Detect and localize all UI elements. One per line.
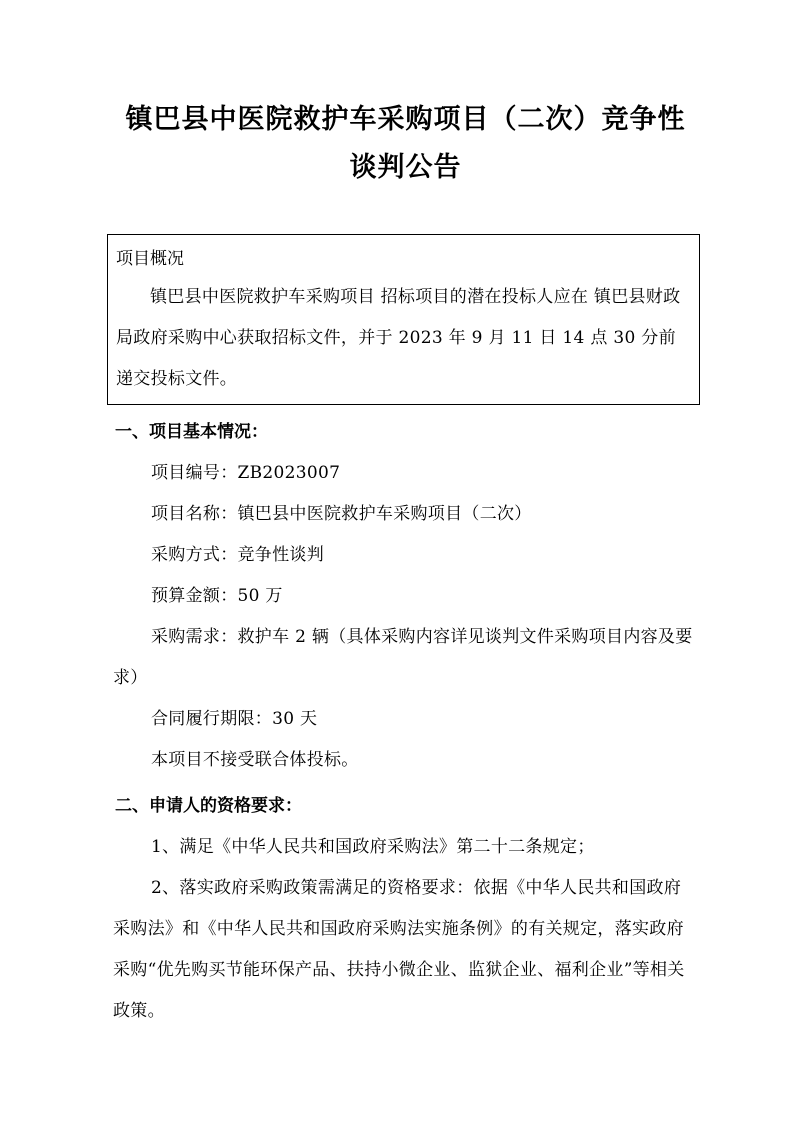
project-number: 项目编号：ZB2023007 bbox=[151, 463, 341, 483]
overview-heading: 项目概况 bbox=[116, 249, 184, 269]
procurement-method: 采购方式：竞争性谈判 bbox=[151, 545, 324, 565]
qualification-2: 2、落实政府采购政策需满足的资格要求：依据《中华人民共和国政府采购法》和《中华人民共和国政府采购法实施条例》的有关规定，落实政府采购“优先购买节能环保产品、扶持小微企业、监狱企业、福利企业”等相关政策。 bbox=[113, 878, 685, 1021]
title-line-1: 镇巴县中医院救护车采购项目（二次）竞争性 bbox=[125, 104, 686, 135]
project-name: 项目名称：镇巴县中医院救护车采购项目（二次） bbox=[151, 504, 532, 524]
qualification-1: 1、满足《中华人民共和国政府采购法》第二十二条规定； bbox=[151, 837, 595, 857]
section-2-heading: 二、申请人的资格要求： bbox=[115, 796, 302, 816]
budget-amount: 预算金额：50 万 bbox=[151, 586, 283, 606]
consortium-note: 本项目不接受联合体投标。 bbox=[151, 750, 359, 770]
overview-body: 镇巴县中医院救护车采购项目 招标项目的潜在投标人应在 镇巴县财政局政府采购中心获取招标文件，并于 2023 年 9 月 11 日 14 点 30 分前递交投标文件。 bbox=[116, 287, 681, 389]
section-1-heading: 一、项目基本情况： bbox=[115, 422, 268, 442]
document-title bbox=[113, 0, 698, 192]
title-line-2: 谈判公告 bbox=[349, 152, 462, 183]
overview-box bbox=[107, 234, 700, 405]
contract-period: 合同履行期限：30 天 bbox=[151, 709, 318, 729]
procurement-requirement: 采购需求：救护车 2 辆（具体采购内容详见谈判文件采购项目内容及要求） bbox=[113, 627, 693, 688]
